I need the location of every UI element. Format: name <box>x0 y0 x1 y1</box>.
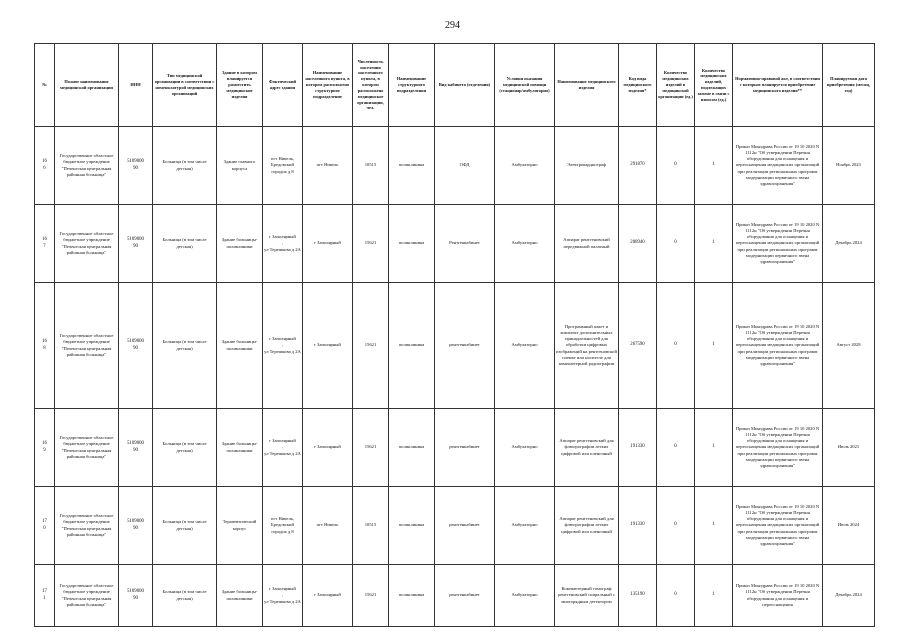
cell-organization-type: Больница (в том числе детская) <box>153 565 217 627</box>
cell-device-name: Аппарат рентгеновский передвижной палатный <box>555 205 619 283</box>
cell-department: поликлиника <box>389 205 435 283</box>
table-row <box>35 565 875 627</box>
cell-row-number: 16 9 <box>35 409 55 487</box>
cell-cabinet-type: рентгенкабинет <box>435 487 495 565</box>
cell-cabinet-type: рентгенкабинет <box>435 565 495 627</box>
cell-legal-act: Приказ Минздрава России от 19 10 2020 N 1112н "Об утверждении Перечня оборудования для оснащения и переоснащения медицинских организаций при реализации региональных программ модернизации первичного звена здравоохранения" <box>733 283 823 409</box>
cell-organization-name: Государственное областное бюджетное учреждение "Печенгская центральная районная больница" <box>55 127 119 205</box>
cell-row-number: 17 0 <box>35 487 55 565</box>
cell-department: поликлиника <box>389 487 435 565</box>
cell-inn: 5109000 90 <box>119 565 153 627</box>
cell-device-code: 191330 <box>619 487 657 565</box>
cell-legal-act: Приказ Минздрава России от 19 10 2020 N 1112н "Об утверждении Перечня оборудования для оснащения и переоснащения медицинских организаций при реализации региональных программ модернизации первичного звена здравоохранения" <box>733 409 823 487</box>
cell-device-name: Аппарат рентгеновский для флюорографии легких цифровой или пленочный <box>555 409 619 487</box>
cell-organization-name: Государственное областное бюджетное учреждение "Печенгская центральная районная больница" <box>55 409 119 487</box>
cell-device-name: Электрокардиограф <box>555 127 619 205</box>
cell-cabinet-type: рентгенкабинет <box>435 409 495 487</box>
cell-replace-count: 1 <box>695 127 733 205</box>
table-header-row <box>35 44 875 127</box>
cell-settlement: г Заполярный <box>303 205 353 283</box>
cell-settlement: г Заполярный <box>303 409 353 487</box>
header-legal-act: Нормативно-правовой акт, в соответствии с которым планируется приобретение медицинского изделия** <box>733 44 823 127</box>
cell-purchase-date: Июль 2024 <box>823 487 875 565</box>
cell-row-number: 17 1 <box>35 565 55 627</box>
cell-department: поликлиника <box>389 565 435 627</box>
cell-building: Здание больницы-поликлиники <box>217 409 263 487</box>
cell-care-conditions: Амбулаторно <box>495 205 555 283</box>
cell-building: Терапевтический корпус <box>217 487 263 565</box>
table-row <box>35 205 875 283</box>
cell-care-conditions: Амбулаторно <box>495 409 555 487</box>
cell-row-number: 16 6 <box>35 127 55 205</box>
cell-row-number: 16 7 <box>35 205 55 283</box>
cell-population: 15621 <box>353 409 389 487</box>
cell-device-name: Программный пакет и комплект дополнительных принадлежностей для обработки цифровых изображений на рентгеновской пленке или носителе для компьютерной радиографии <box>555 283 619 409</box>
cell-organization-type: Больница (в том числе детская) <box>153 409 217 487</box>
header-device-name: Наименование медицинского изделия <box>555 44 619 127</box>
cell-legal-act: Приказ Минздрава России от 19 10 2020 N 1112н "Об утверждении Перечня оборудования для оснащения и переоснащения медицинских организаций при реализации региональных программ модернизации первичного звена здравоохранения" <box>733 127 823 205</box>
cell-replace-count: 1 <box>695 565 733 627</box>
header-cabinet-type: Вид кабинета (отделения) <box>435 44 495 127</box>
header-address: Фактический адрес здания <box>263 44 303 127</box>
cell-inn: 5109000 90 <box>119 205 153 283</box>
cell-purchase-date: Декабрь 2024 <box>823 565 875 627</box>
table-row <box>35 283 875 409</box>
cell-device-count: 0 <box>657 127 695 205</box>
cell-population: 15621 <box>353 283 389 409</box>
table-row <box>35 127 875 205</box>
cell-care-conditions: Амбулаторно <box>495 127 555 205</box>
header-purchase-date: Планируемая дата приобретения (месяц, год) <box>823 44 875 127</box>
cell-department: поликлиника <box>389 409 435 487</box>
cell-replace-count: 1 <box>695 409 733 487</box>
cell-purchase-date: Ноябрь 2023 <box>823 127 875 205</box>
header-device-count: Количество медицинских изделий в медицинской организации (ед.) <box>657 44 695 127</box>
cell-device-name: Аппарат рентгеновский для флюорографии легких цифровой или пленочный <box>555 487 619 565</box>
cell-organization-type: Больница (в том числе детская) <box>153 283 217 409</box>
table-row <box>35 487 875 565</box>
cell-device-count: 0 <box>657 487 695 565</box>
cell-settlement: пгт Никель <box>303 127 353 205</box>
cell-care-conditions: Амбулаторно <box>495 487 555 565</box>
cell-legal-act: Приказ Минздрава России от 19 10 2020 N 1112н "Об утверждении Перечня оборудования для оснащения и переоснащения медицинских организаций при реализации региональных программ модернизации первичного звена здравоохранения" <box>733 487 823 565</box>
cell-replace-count: 1 <box>695 205 733 283</box>
cell-device-code: 191330 <box>619 409 657 487</box>
cell-device-count: 0 <box>657 409 695 487</box>
cell-device-code: 135190 <box>619 565 657 627</box>
cell-organization-type: Больница (в том числе детская) <box>153 487 217 565</box>
header-organization-name: Полное наименование медицинской организации <box>55 44 119 127</box>
header-inn: ИНН <box>119 44 153 127</box>
cell-device-code: 291870 <box>619 127 657 205</box>
cell-address: г Заполярный , ул Терешкова д 2А <box>263 409 303 487</box>
cell-purchase-date: Август 2028 <box>823 283 875 409</box>
cell-building: Здание главного корпуса <box>217 127 263 205</box>
cell-building: Здание больницы-поликлиники <box>217 205 263 283</box>
cell-organization-name: Государственное областное бюджетное учреждение "Печенгская центральная районная больница" <box>55 205 119 283</box>
cell-settlement: г Заполярный <box>303 565 353 627</box>
cell-population: 15621 <box>353 205 389 283</box>
cell-inn: 5109000 90 <box>119 283 153 409</box>
equipment-table <box>34 43 875 627</box>
cell-address: г Заполярный , ул Терешкова д 2А <box>263 565 303 627</box>
cell-device-count: 0 <box>657 283 695 409</box>
table-row <box>35 409 875 487</box>
header-building: Здание в котором планируется разместить медицинские изделия <box>217 44 263 127</box>
cell-care-conditions: Амбулаторно <box>495 565 555 627</box>
header-department: Наименование структурного подразделения <box>389 44 435 127</box>
cell-inn: 5109000 90 <box>119 127 153 205</box>
cell-organization-name: Государственное областное бюджетное учреждение "Печенгская центральная районная больница" <box>55 565 119 627</box>
cell-cabinet-type: ОФД <box>435 127 495 205</box>
header-row-number: № <box>35 44 55 127</box>
cell-population: 15621 <box>353 565 389 627</box>
cell-population: 10515 <box>353 487 389 565</box>
header-settlement: Наименование населенного пункта, в котором расположено структурное подразделение <box>303 44 353 127</box>
cell-settlement: пгт Никель <box>303 487 353 565</box>
header-population: Численность населения населенного пункта, в котором расположено медицинское организации, чел. <box>353 44 389 127</box>
cell-inn: 5109000 90 <box>119 487 153 565</box>
header-device-code: Код вида медицинского изделия* <box>619 44 657 127</box>
header-care-conditions: Условия оказания медицинской помощи (стационар/амбулаторно) <box>495 44 555 127</box>
cell-organization-type: Больница (в том числе детская) <box>153 205 217 283</box>
cell-row-number: 16 8 <box>35 283 55 409</box>
cell-department: поликлиника <box>389 283 435 409</box>
page-number: 294 <box>445 20 460 31</box>
cell-device-name: Компьютерный томограф рентгеновский спиральный с многорядным детектором <box>555 565 619 627</box>
cell-care-conditions: Амбулаторно <box>495 283 555 409</box>
cell-device-count: 0 <box>657 205 695 283</box>
cell-address: пгт Никель, Бредовский городок д 8 <box>263 127 303 205</box>
cell-purchase-date: Июль 2021 <box>823 409 875 487</box>
cell-purchase-date: Декабрь 2024 <box>823 205 875 283</box>
cell-address: г Заполярный , ул Терешкова д 2А <box>263 205 303 283</box>
cell-cabinet-type: рентгенкабинет <box>435 283 495 409</box>
cell-replace-count: 1 <box>695 283 733 409</box>
cell-population: 10515 <box>353 127 389 205</box>
cell-department: поликлиника <box>389 127 435 205</box>
cell-inn: 5109000 90 <box>119 409 153 487</box>
cell-device-code: 208940 <box>619 205 657 283</box>
cell-settlement: г Заполярный <box>303 283 353 409</box>
cell-replace-count: 1 <box>695 487 733 565</box>
cell-organization-name: Государственное областное бюджетное учреждение "Печенгская центральная районная больница" <box>55 283 119 409</box>
cell-cabinet-type: Рентгенкабинет <box>435 205 495 283</box>
cell-organization-name: Государственное областное бюджетное учреждение "Печенгская центральная районная больница" <box>55 487 119 565</box>
cell-building: Здание больницы-поликлиники <box>217 283 263 409</box>
cell-organization-type: Больница (в том числе детская) <box>153 127 217 205</box>
cell-device-code: 267590 <box>619 283 657 409</box>
header-replace-count: Количество медицинских изделий, подлежащих замене в связи с износом (ед.) <box>695 44 733 127</box>
cell-legal-act: Приказ Минздрава России от 19 10 2020 N 1112н "Об утверждении Перечня оборудования для оснащения и переоснащения медицинских организаций при реализации региональных программ модернизации первичного звена здравоохранения" <box>733 205 823 283</box>
cell-address: пгт Никель, Бредовский городок д 8 <box>263 487 303 565</box>
cell-device-count: 0 <box>657 565 695 627</box>
cell-address: г Заполярный , ул Терешкова д 2А <box>263 283 303 409</box>
header-organization-type: Тип медицинской организации в соответствии с номенклатурой медицинских организаций <box>153 44 217 127</box>
cell-building: Здание больницы-поликлиники <box>217 565 263 627</box>
cell-legal-act: Приказ Минздрава России от 19 10 2020 N 1112н "Об утверждении Перечня оборудования для оснащения и переоснащения <box>733 565 823 627</box>
